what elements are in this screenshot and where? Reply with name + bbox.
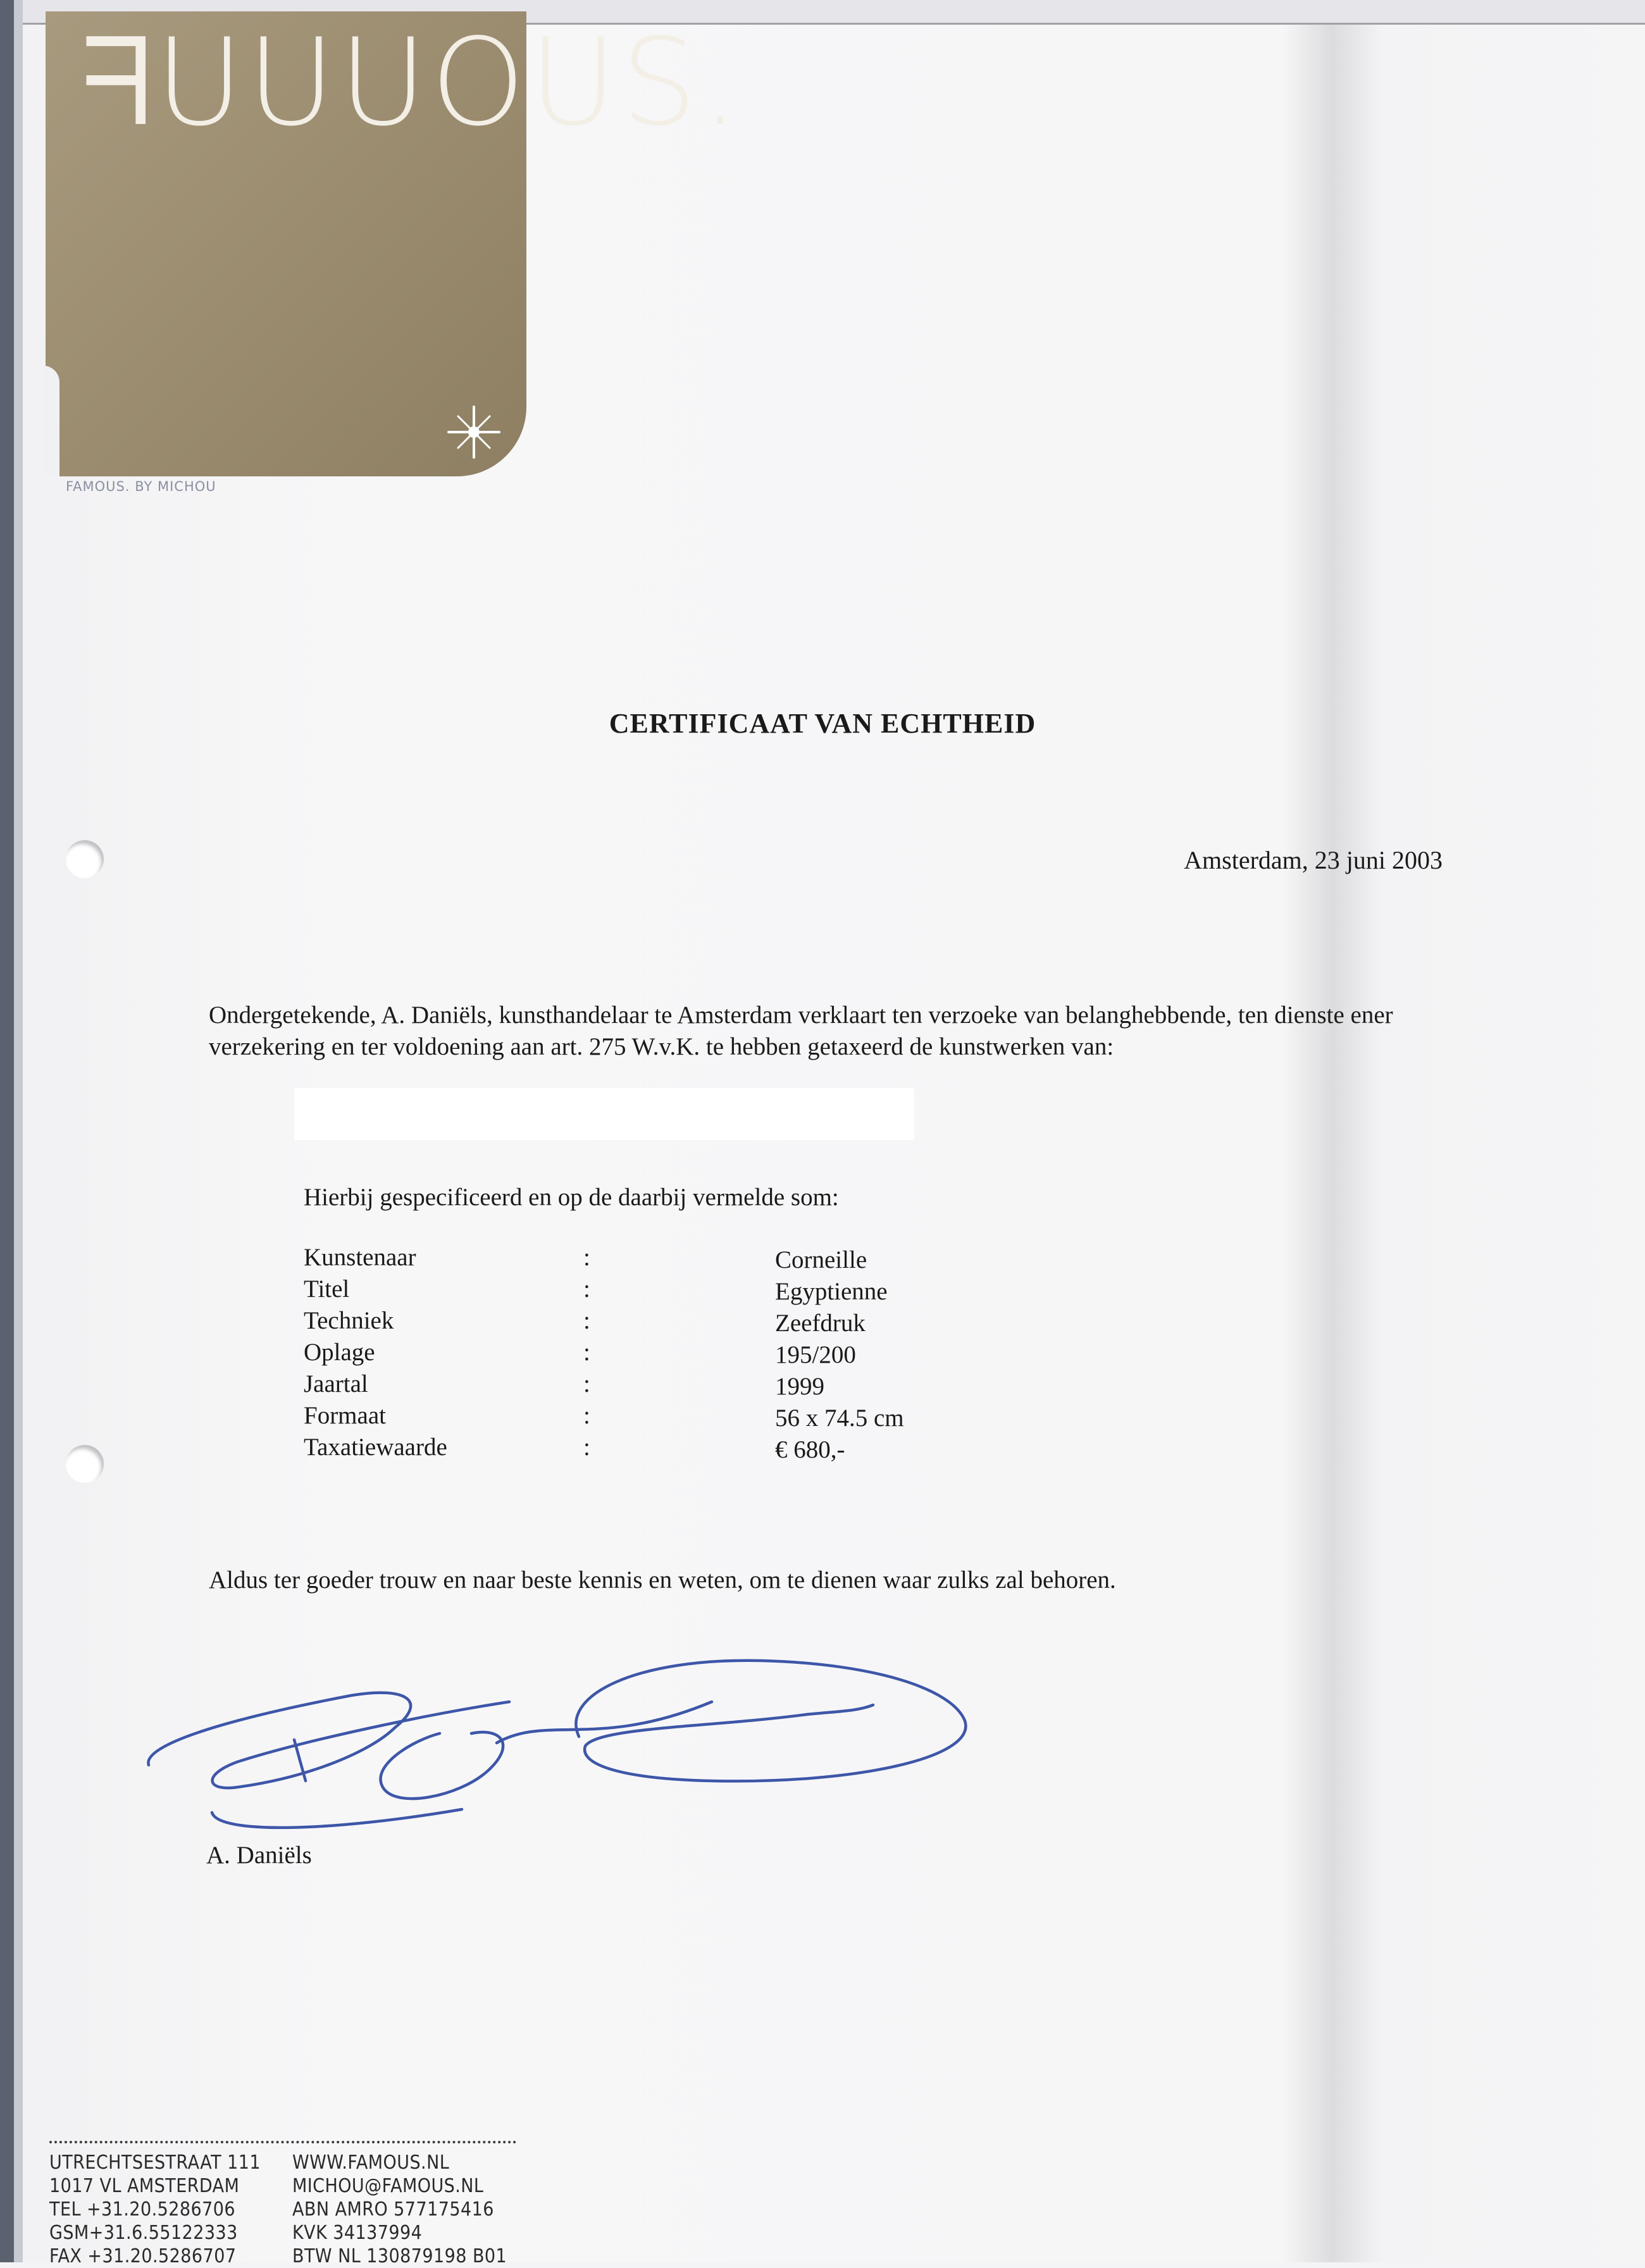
redacted-name <box>294 1088 914 1140</box>
spec-colon: : <box>583 1307 590 1334</box>
footer-divider <box>49 2141 516 2143</box>
logo-subtitle: FAMOUS. BY MICHOU <box>66 479 216 494</box>
scan-edge-left-inner <box>14 0 23 2262</box>
logo-wordmark: ᖷUUUOUS. <box>80 13 743 152</box>
footer-line: FAX +31.20.5286707 <box>49 2245 237 2267</box>
famous-logo <box>46 11 743 476</box>
spec-value: Zeefdruk <box>775 1310 866 1337</box>
spec-value: 195/200 <box>775 1341 856 1368</box>
spec-value: Corneille <box>775 1246 867 1273</box>
spec-value: € 680,- <box>775 1436 845 1463</box>
spec-colon: : <box>583 1434 590 1461</box>
spec-colon: : <box>583 1370 590 1397</box>
punch-hole-top <box>66 840 104 878</box>
footer-line: TEL +31.20.5286706 <box>49 2198 236 2221</box>
footer-line: MICHOU@FAMOUS.NL <box>292 2175 484 2197</box>
spec-colon: : <box>583 1339 590 1366</box>
spec-key: Kunstenaar <box>304 1244 416 1271</box>
spec-value: Egyptienne <box>775 1278 888 1305</box>
spec-value: 1999 <box>775 1373 824 1400</box>
footer-line: GSM+31.6.55122333 <box>49 2222 238 2244</box>
footer-line: BTW NL 130879198 B01 <box>292 2245 507 2267</box>
footer-line: ABN AMRO 577175416 <box>292 2198 494 2221</box>
spec-key: Formaat <box>304 1402 386 1429</box>
footer-address <box>49 2151 284 2268</box>
closing-statement: Aldus ter goeder trouw en naar beste kennis en weten, om te dienen waar zulks zal behoren. <box>209 1566 1116 1594</box>
scan-edge-left <box>0 0 14 2262</box>
spec-value: 56 x 74.5 cm <box>775 1404 904 1432</box>
spec-key: Oplage <box>304 1339 375 1366</box>
spec-key: Titel <box>304 1275 350 1303</box>
handwritten-signature <box>142 1620 1003 1847</box>
footer-line: UTRECHTSESTRAAT 111 <box>49 2152 261 2174</box>
star-icon <box>445 404 502 461</box>
footer-contact <box>292 2151 531 2268</box>
footer-line: WWW.FAMOUS.NL <box>292 2152 450 2174</box>
document-title: CERTIFICAAT VAN ECHTHEID <box>609 708 1036 739</box>
spec-colon: : <box>583 1402 590 1429</box>
footer-line: 1017 VL AMSTERDAM <box>49 2175 240 2197</box>
spec-colon: : <box>583 1275 590 1303</box>
footer-line: KVK 34137994 <box>292 2222 423 2244</box>
spec-colon: : <box>583 1244 590 1271</box>
specification-intro: Hierbij gespecificeerd en op de daarbij vermelde som: <box>304 1184 839 1211</box>
punch-hole-bottom <box>66 1445 104 1483</box>
document-date: Amsterdam, 23 juni 2003 <box>1184 846 1443 874</box>
spec-key: Jaartal <box>304 1370 368 1397</box>
spec-key: Taxatiewaarde <box>304 1434 447 1461</box>
spec-key: Techniek <box>304 1307 394 1334</box>
signer-name: A. Daniëls <box>206 1842 312 1869</box>
declaration-paragraph: Ondergetekende, A. Daniëls, kunsthandelaar te Amsterdam verklaart ten verzoeke van belanghebbende, ten dienste ener verzekering en ter voldoening aan art. 275 W.v.K. te hebben getaxeerd de kunstwerken van: <box>209 1001 1393 1060</box>
